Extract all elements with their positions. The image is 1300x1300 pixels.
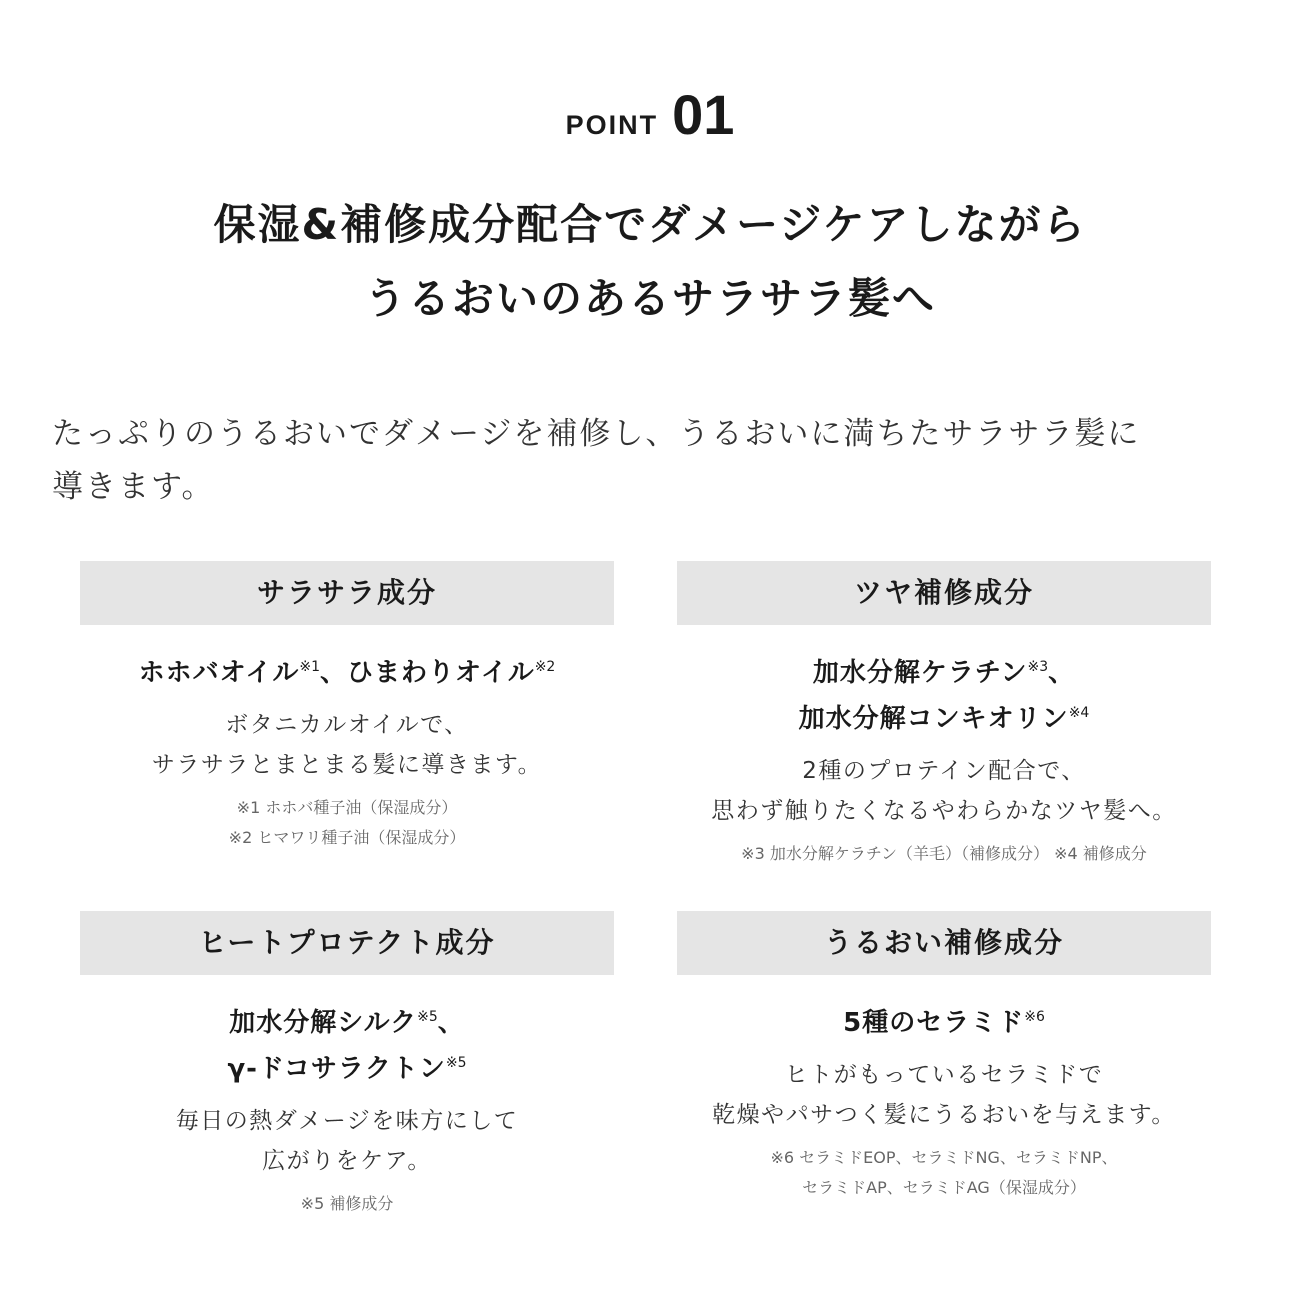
ingredient-name: 、 xyxy=(1048,658,1076,688)
ingredient-name: 加水分解コンキオリン xyxy=(798,704,1069,734)
headline xyxy=(0,188,1300,336)
footnote-marker: ※4 xyxy=(1068,705,1090,721)
footnote-marker: ※1 xyxy=(299,659,320,675)
card-title: ツヤ補修成分 xyxy=(677,561,1211,625)
footnote-marker: ※5 xyxy=(445,1055,467,1071)
footnote-line: セラミドAP、セラミドAG（保湿成分） xyxy=(802,1178,1086,1197)
footnote-line: ※1 ホホバ種子油（保湿成分） xyxy=(236,798,458,817)
description-line: 乾燥やパサつく髪にうるおいを与えます。 xyxy=(712,1102,1176,1128)
card-ingredients xyxy=(80,647,614,693)
card-title: サラサラ成分 xyxy=(80,561,614,625)
description-line: ヒトがもっているセラミドで xyxy=(784,1062,1104,1088)
ingredient-line xyxy=(677,647,1211,693)
ingredient-name: γ-ドコサラクトン xyxy=(227,1054,446,1084)
card-title: ヒートプロテクト成分 xyxy=(80,911,614,975)
card-title: うるおい補修成分 xyxy=(677,911,1211,975)
intro-line-2: 導きます。 xyxy=(52,469,215,505)
footnote-marker: ※3 xyxy=(1027,659,1049,675)
card-description xyxy=(80,1101,614,1181)
card-notes xyxy=(677,1143,1211,1203)
card-notes xyxy=(80,1189,614,1219)
ingredient-line xyxy=(677,997,1211,1043)
point-label: POINT xyxy=(565,110,659,140)
card-notes xyxy=(677,839,1211,869)
ingredient-name: ホホバオイル xyxy=(138,658,300,688)
card-description xyxy=(677,751,1211,831)
ingredient-name: 、ひまわりオイル xyxy=(320,658,535,688)
footnote-marker: ※5 xyxy=(417,1009,438,1025)
ingredient-card-moisture-repair xyxy=(677,911,1211,1203)
headline-line-1: 保湿&補修成分配合でダメージケアしながら xyxy=(213,200,1087,249)
footnote-line: ※6 セラミドEOP、セラミドNG、セラミドNP、 xyxy=(770,1148,1118,1167)
card-ingredients xyxy=(80,997,614,1089)
ingredient-card-heat-protect xyxy=(80,911,614,1219)
intro-line-1: たっぷりのうるおいでダメージを補修し、うるおいに満ちたサラサラ髪に xyxy=(52,416,1141,452)
description-line: サラサラとまとまる髪に導きます。 xyxy=(151,752,543,778)
description-line: 思わず触りたくなるやわらかなツヤ髪へ。 xyxy=(711,798,1177,824)
footnote-line: ※3 加水分解ケラチン（羊毛）（補修成分） ※4 補修成分 xyxy=(741,844,1147,863)
point-number: 01 xyxy=(672,83,735,146)
card-description xyxy=(80,705,614,785)
ingredient-card-smooth xyxy=(80,561,614,853)
intro-text xyxy=(52,408,1252,514)
ingredient-name: 加水分解ケラチン xyxy=(812,658,1028,688)
footnote-line: ※2 ヒマワリ種子油（保湿成分） xyxy=(228,828,466,847)
ingredient-line xyxy=(80,647,614,693)
footnote-marker: ※6 xyxy=(1024,1009,1045,1025)
footnote-line: ※5 補修成分 xyxy=(300,1194,394,1213)
ingredient-line xyxy=(80,1043,614,1089)
ingredient-name: 、 xyxy=(437,1008,465,1038)
ingredient-name: 5種のセラミド xyxy=(843,1008,1025,1038)
description-line: 2種のプロテイン配合で、 xyxy=(802,758,1086,784)
ingredient-line xyxy=(80,997,614,1043)
ingredient-card-gloss-repair xyxy=(677,561,1211,869)
description-line: 毎日の熱ダメージを味方にして xyxy=(175,1108,519,1134)
ingredient-line xyxy=(677,693,1211,739)
card-description xyxy=(677,1055,1211,1135)
description-line: ボタニカルオイルで、 xyxy=(225,712,469,738)
description-line: 広がりをケア。 xyxy=(262,1148,432,1174)
card-notes xyxy=(80,793,614,853)
footnote-marker: ※2 xyxy=(534,659,556,675)
card-ingredients xyxy=(677,997,1211,1043)
ingredient-name: 加水分解シルク xyxy=(229,1008,418,1038)
headline-line-2: うるおいのあるサラサラ髪へ xyxy=(363,274,936,323)
point-heading xyxy=(0,82,1300,147)
card-ingredients xyxy=(677,647,1211,739)
